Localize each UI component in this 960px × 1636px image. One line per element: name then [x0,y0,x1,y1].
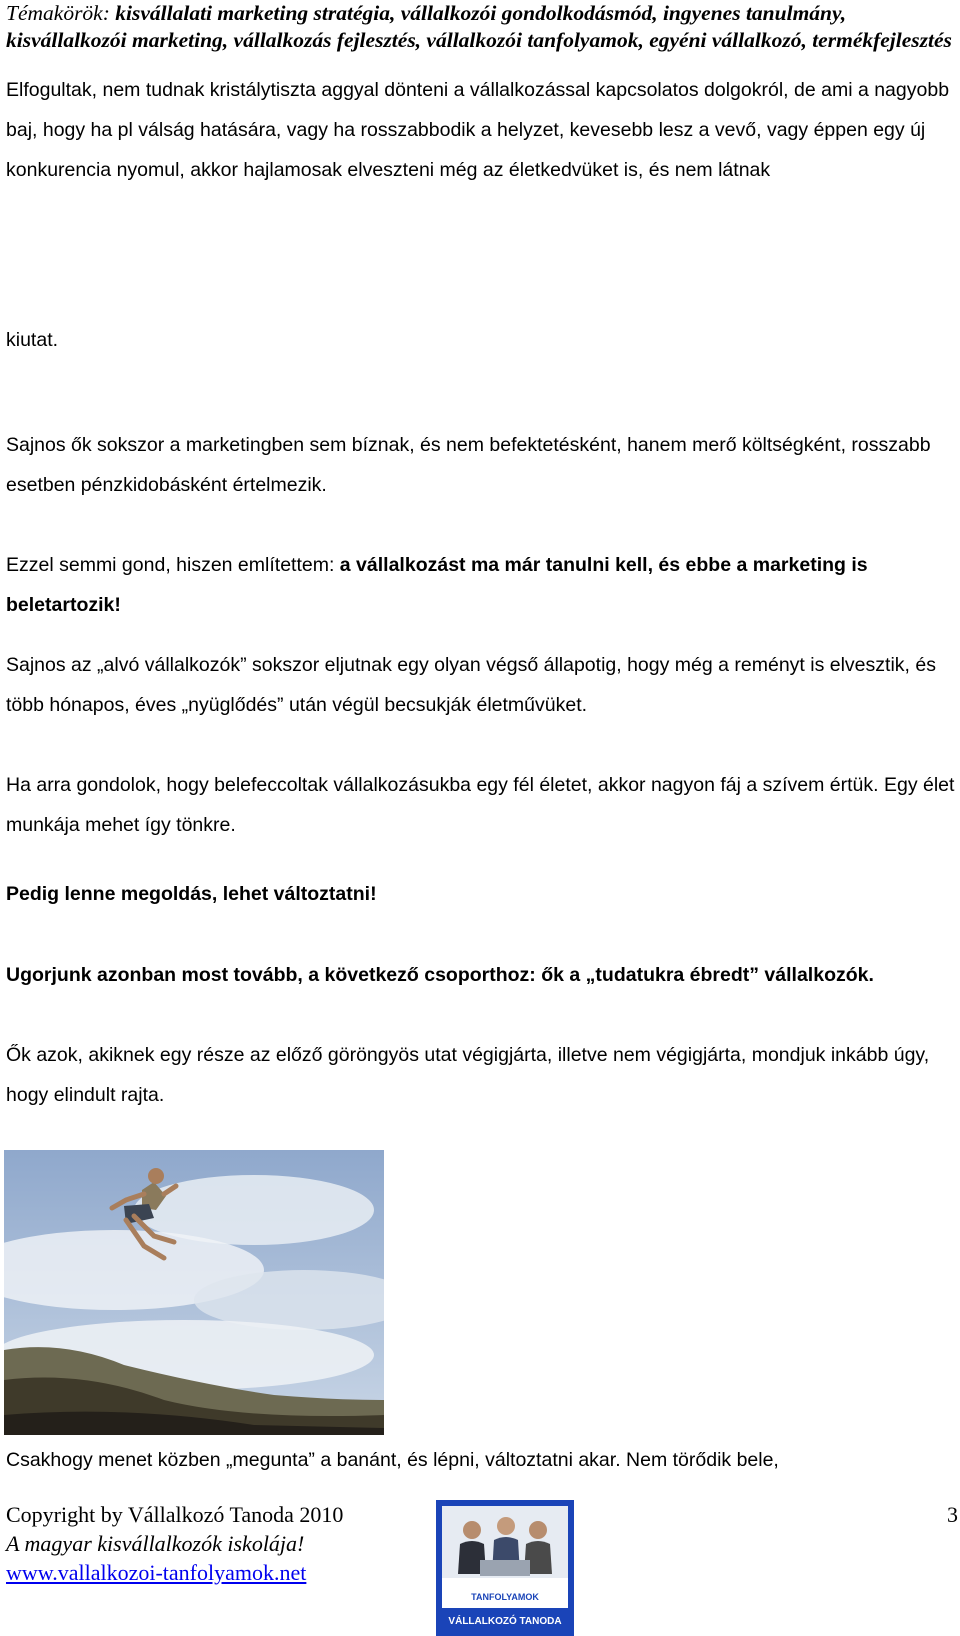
paragraph-learning [6,545,956,625]
paragraph-awakened: Ők azok, akiknek egy része az előző göröngyös utat végigjárta, illetve nem végigjárta, mondjuk inkább úgy, hogy elindult rajta. [6,1044,930,1106]
jumping-man-photo [4,1150,384,1435]
footer-copyright: Copyright by Vállalkozó Tanoda 2010 [6,1502,344,1527]
paragraph-way-out: kiutat. [6,329,59,351]
paragraph-solution: Pedig lenne megoldás, lehet változtatni! [6,883,377,905]
logo-text-bottom: VÁLLALKOZÓ TANODA [448,1616,562,1627]
topics-header [6,0,956,54]
paragraph-learning-intro: Ezzel semmi gond, hiszen említettem: [6,554,340,576]
page-number: 3 [947,1502,958,1527]
paragraph-life-work: Ha arra gondolok, hogy belefeccoltak vállalkozásukba egy fél életet, akkor nagyon fáj a szívem értük. Egy élet munkája mehet így tönkre. [6,774,955,836]
paragraph-learning-emphasis: a vállalkozást ma már tanulni kell, és ebbe a marketing is beletartozik! [6,554,868,616]
vallalkozo-tanoda-logo [436,1500,574,1636]
footer-website-link[interactable]: www.vallalkozoi-tanfolyamok.net [6,1560,307,1585]
footer-tagline: A magyar kisvállalkozók iskolája! [6,1531,305,1556]
paragraph-biased-owners: Elfogultak, nem tudnak kristálytiszta aggyal dönteni a vállalkozással kapcsolatos dolgokról, de ami a nagyobb baj, hogy ha pl válság hatására, vagy ha rosszabbodik a helyzet, kevesebb lesz a vevő, vagy éppen egy új konkurencia nyomul, akkor hajlamosak elveszteni még az életkedvüket is, és nem látnak [6,79,950,181]
paragraph-sleeping-entrepreneurs: Sajnos az „alvó vállalkozók” sokszor eljutnak egy olyan végső állapotig, hogy még a reményt is elvesztik, és több hónapos, éves „nyüglődés” után végül becsukják életművüket. [6,654,936,716]
paragraph-bored: Csakhogy menet közben „megunta” a banánt, és lépni, változtatni akar. Nem törődik bele, [6,1449,779,1471]
logo-text-top: TANFOLYAMOK [471,1592,539,1602]
paragraph-next-group: Ugorjunk azonban most tovább, a következő csoporthoz: ők a „tudatukra ébredt” vállalkozók. [6,964,874,986]
topics-label: Témakörök: [6,1,110,25]
topics-list: kisvállalati marketing stratégia, vállalkozói gondolkodásmód, ingyenes tanulmány, kisvállalkozói marketing, vállalkozás fejlesztés, vállalkozói tanfolyamok, egyéni vállalkozó, termékfejlesztés [6,1,952,52]
paragraph-marketing-cost: Sajnos ők sokszor a marketingben sem bíznak, és nem befektetésként, hanem merő költségként, rosszabb esetben pénzkidobásként értelmezik. [6,434,931,496]
